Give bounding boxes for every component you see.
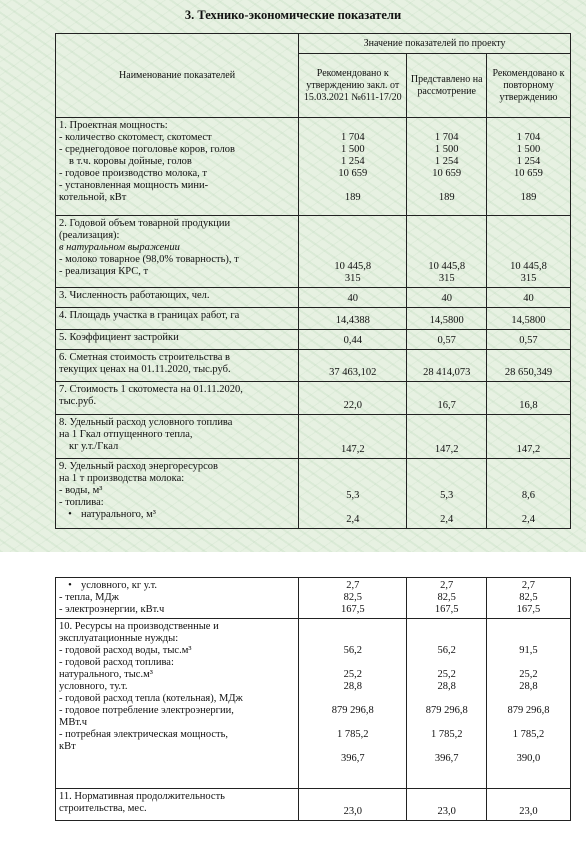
row-label: 6. Сметная стоимость строительства в	[59, 352, 231, 363]
table-row	[56, 350, 571, 382]
cell-value: 56,2	[343, 645, 362, 656]
row-label: (реализация):	[59, 230, 120, 241]
row-label: - количество скотомест, скотомест	[59, 132, 212, 143]
cell-value: 1 704	[434, 132, 459, 143]
cell-value: 28,8	[437, 681, 456, 692]
cell-value: 10 659	[514, 168, 543, 179]
row-label: - годовое производство молока, т	[59, 168, 208, 179]
row-label: строительства, мес.	[59, 803, 147, 814]
row-label: - топлива:	[59, 497, 104, 508]
cell-value: 315	[344, 273, 361, 284]
cell-value: 82,5	[519, 592, 538, 603]
cell-value: 1 254	[516, 156, 541, 167]
row-label: на 1 Гкал отпущенного тепла,	[59, 429, 193, 440]
cell-value: 2,4	[521, 514, 536, 525]
row-label: - реализация КРС, т	[59, 266, 149, 277]
cell-value: 189	[520, 192, 537, 203]
row-label: 5. Коэффициент застройки	[56, 330, 299, 350]
row-label: кВт	[59, 741, 76, 752]
cell-value: 10 445,8	[334, 261, 372, 272]
cell-value: 25,2	[343, 669, 362, 680]
cell-value	[302, 717, 403, 729]
cell-value: 147,2	[486, 415, 570, 459]
table-row	[56, 415, 571, 459]
cell-value: 0,57	[407, 330, 487, 350]
cell-value: 28 414,073	[407, 350, 487, 382]
cell-value: 1 500	[340, 144, 365, 155]
indicators-table	[55, 33, 571, 529]
row-label: - молоко товарное (98,0% товарность), т	[59, 254, 239, 265]
row-label: - потребная электрическая мощность,	[59, 729, 229, 740]
cell-value: 40	[299, 288, 407, 308]
cell-value: 28 650,349	[486, 350, 570, 382]
row-label: 10. Ресурсы на производственные и	[59, 621, 219, 632]
row-label: - годовое потребление электроэнергии,	[59, 705, 234, 716]
row-label: - годовой расход воды, тыс.м³	[59, 645, 192, 656]
cell-value: 2,7	[346, 580, 360, 591]
row-label: условного, ту.т.	[59, 681, 128, 692]
cell-value: 1 500	[434, 144, 459, 155]
table-row	[56, 330, 571, 350]
cell-value	[410, 693, 483, 705]
cell-value	[490, 741, 567, 753]
cell-value: 147,2	[407, 415, 487, 459]
row-label: МВт.ч	[59, 717, 88, 728]
header-name-column: Наименование показателей	[56, 34, 299, 118]
table-row	[56, 459, 571, 529]
cell-value	[302, 502, 403, 514]
section-title: 3. Технико-экономические показатели	[184, 8, 402, 22]
table-row	[56, 118, 571, 216]
cell-value: 189	[438, 192, 455, 203]
row-label: в натуральном выражении	[59, 242, 180, 253]
table-row	[56, 308, 571, 330]
cell-value: 1 500	[516, 144, 541, 155]
table-row	[56, 288, 571, 308]
cell-value: 82,5	[343, 592, 362, 603]
document-page-lower	[0, 570, 586, 850]
cell-value: 0,44	[299, 330, 407, 350]
cell-value: 28,8	[519, 681, 538, 692]
cell-value: 14,4388	[299, 308, 407, 330]
row-label: 2. Годовой объем товарной продукции	[59, 218, 231, 229]
row-label: - среднегодовое поголовье коров, голов	[59, 144, 235, 155]
cell-value: 22,0	[299, 382, 407, 415]
cell-value	[410, 741, 483, 753]
header-group: Значение показателей по проекту	[299, 34, 571, 54]
cell-value: 23,0	[486, 789, 570, 821]
row-label: 3. Численность работающих, чел.	[56, 288, 299, 308]
row-label: - электроэнергии, кВт.ч	[59, 604, 165, 615]
cell-value: 1 785,2	[512, 729, 545, 740]
cell-value: 10 445,8	[428, 261, 466, 272]
cell-value: 10 659	[432, 168, 462, 179]
row-label: - установленная мощность мини-	[59, 180, 209, 191]
row-label: • натурального, м³	[59, 509, 295, 521]
cell-value: 16,8	[486, 382, 570, 415]
row-label: - годовой расход тепла (котельная), МДж	[59, 693, 243, 704]
row-label: 1. Проектная мощность:	[59, 120, 168, 131]
cell-value: 16,7	[407, 382, 487, 415]
cell-value	[410, 180, 483, 192]
cell-value: 189	[344, 192, 361, 203]
table-row	[56, 789, 571, 821]
cell-value	[490, 693, 567, 705]
row-label: натурального, тыс.м³	[59, 669, 153, 680]
row-label: - воды, м³	[59, 485, 103, 496]
row-label: 7. Стоимость 1 скотоместа на 01.11.2020,	[59, 384, 243, 395]
table-row	[56, 382, 571, 415]
row-label: кг у.т./Гкал	[69, 441, 119, 452]
cell-value	[490, 180, 567, 192]
cell-value: 23,0	[407, 789, 487, 821]
cell-value: 56,2	[437, 645, 456, 656]
row-label: тыс.руб.	[59, 396, 97, 407]
cell-value: 23,0	[299, 789, 407, 821]
cell-value: 0,57	[486, 330, 570, 350]
cell-value	[490, 717, 567, 729]
cell-value: 1 704	[340, 132, 365, 143]
row-label: 8. Удельный расход условного топлива	[59, 417, 233, 428]
table-row	[56, 578, 571, 619]
cell-value: 396,7	[340, 753, 365, 764]
cell-value	[302, 657, 403, 669]
row-label: 4. Площадь участка в границах работ, га	[56, 308, 299, 330]
cell-value: 167,5	[340, 604, 365, 615]
cell-value: 1 254	[340, 156, 365, 167]
row-label: - годовой расход топлива:	[59, 657, 174, 668]
cell-value: 14,5800	[407, 308, 487, 330]
cell-value: 1 704	[516, 132, 541, 143]
row-label: на 1 т производства молока:	[59, 473, 185, 484]
cell-value: 147,2	[299, 415, 407, 459]
header-col-re-recommended: Рекомендовано к повторному утверждению	[486, 54, 570, 118]
cell-value: 14,5800	[486, 308, 570, 330]
cell-value	[410, 657, 483, 669]
cell-value: 82,5	[437, 592, 456, 603]
cell-value: 2,4	[346, 514, 360, 525]
cell-value: 10 659	[338, 168, 368, 179]
cell-value: 396,7	[434, 753, 459, 764]
row-label: • условного, кг у.т.	[59, 580, 295, 592]
table-row	[56, 619, 571, 789]
cell-value: 8,6	[521, 490, 536, 501]
cell-value	[302, 693, 403, 705]
header-col-submitted: Представлено на рассмотрение	[407, 54, 487, 118]
cell-value: 1 785,2	[430, 729, 463, 740]
cell-value: 25,2	[437, 669, 456, 680]
cell-value: 167,5	[516, 604, 541, 615]
cell-value: 40	[407, 288, 487, 308]
cell-value: 25,2	[519, 669, 538, 680]
cell-value: 37 463,102	[299, 350, 407, 382]
cell-value: 879 296,8	[425, 705, 468, 716]
cell-value: 2,4	[440, 514, 454, 525]
cell-value: 2,7	[440, 580, 454, 591]
indicators-table-continued	[55, 577, 571, 821]
cell-value: 315	[438, 273, 455, 284]
cell-value: 5,3	[346, 490, 360, 501]
cell-value: 5,3	[440, 490, 454, 501]
cell-value: 879 296,8	[507, 705, 550, 716]
row-label: эксплуатационные нужды:	[59, 633, 179, 644]
cell-value	[490, 657, 567, 669]
cell-value	[302, 741, 403, 753]
cell-value: 1 785,2	[337, 729, 369, 740]
cell-value: 40	[486, 288, 570, 308]
cell-value: 315	[520, 273, 537, 284]
cell-value: 91,5	[519, 645, 538, 656]
cell-value: 167,5	[434, 604, 459, 615]
cell-value: 390,0	[516, 753, 541, 764]
cell-value	[410, 717, 483, 729]
header-col-recommended: Рекомендовано к утверждению закл. от 15.03.2021 №611-17/20	[299, 54, 407, 118]
cell-value: 10 445,8	[510, 261, 547, 272]
cell-value: 2,7	[521, 580, 536, 591]
row-label: котельной, кВт	[59, 192, 127, 203]
row-label: текущих ценах на 01.11.2020, тыс.руб.	[59, 364, 231, 375]
row-label: в т.ч. коровы дойные, голов	[69, 156, 192, 167]
row-label: - тепла, МДж	[59, 592, 119, 603]
cell-value	[490, 502, 567, 514]
cell-value: 1 254	[434, 156, 459, 167]
row-label: 9. Удельный расход энергоресурсов	[59, 461, 219, 472]
cell-value	[410, 502, 483, 514]
cell-value	[302, 180, 403, 192]
cell-value: 28,8	[343, 681, 362, 692]
cell-value: 879 296,8	[331, 705, 374, 716]
page-gap	[0, 552, 586, 570]
table-row	[56, 216, 571, 288]
row-label: 11. Нормативная продолжительность	[59, 791, 225, 802]
